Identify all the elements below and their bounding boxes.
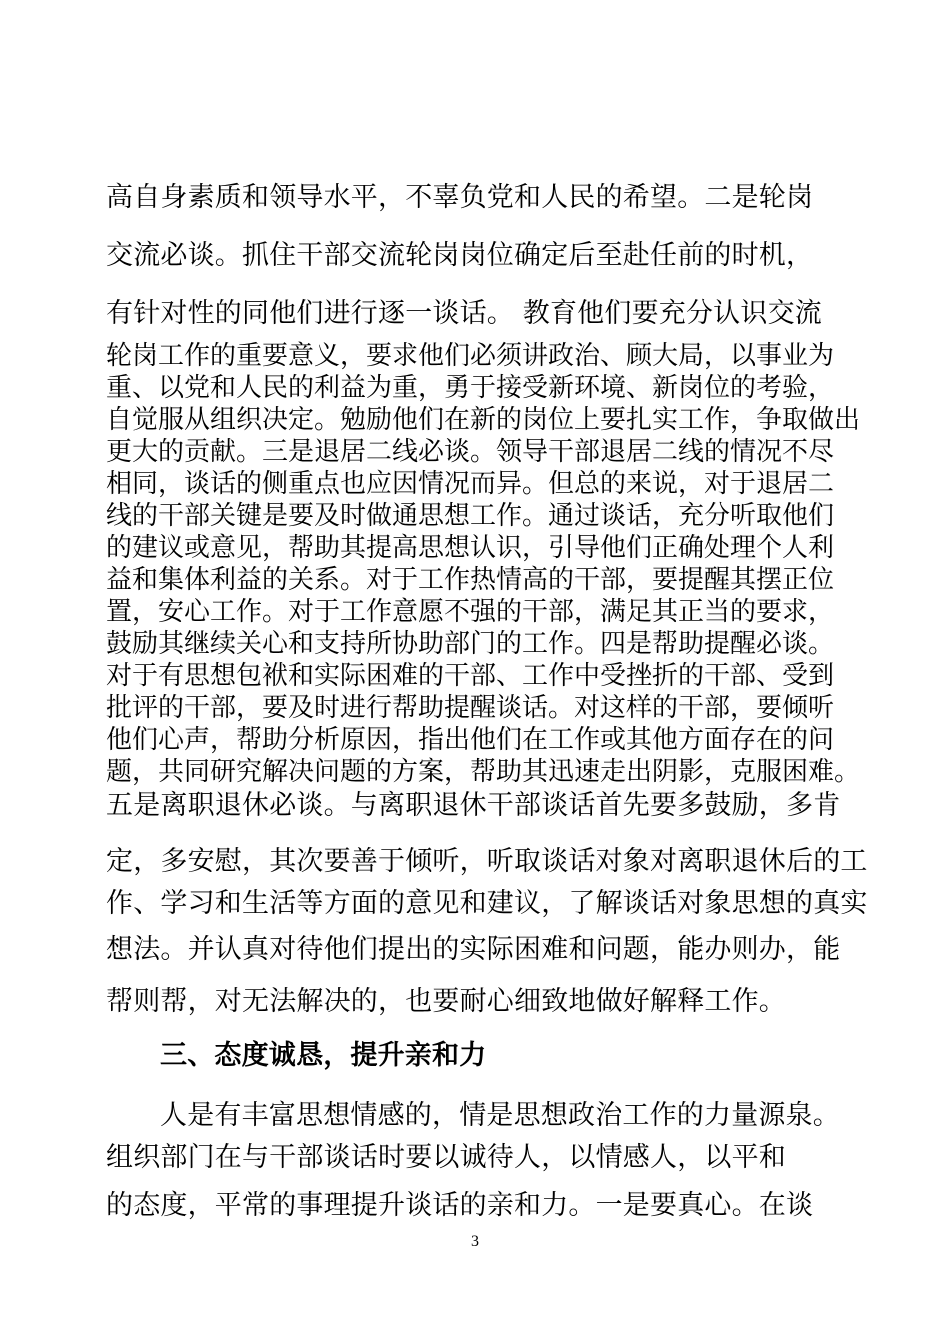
section-heading: 三、态度诚恳，提升亲和力 [160,1040,487,1071]
body-line: 相同，谈话的侧重点也应因情况而异。但总的来说，对于退居二 [106,469,835,499]
body-line: 人是有丰富思想情感的，情是思想政治工作的力量源泉。 [160,1100,840,1131]
body-line: 鼓励其继续关心和支持所协助部门的工作。四是帮助提醒必谈。 [106,629,835,659]
body-line: 交流必谈。抓住干部交流轮岗岗位确定后至赴任前的时机， [106,240,814,271]
body-line: 的态度，平常的事理提升谈话的亲和力。一是要真心。在谈 [106,1190,814,1221]
body-line: 置，安心工作。对于工作意愿不强的干部，满足其正当的要求， [106,597,835,627]
body-line: 批评的干部，要及时进行帮助提醒谈话。对这样的干部，要倾听 [106,693,835,723]
body-line: 自觉服从组织决定。勉励他们在新的岗位上要扎实工作，争取做出 [106,405,861,435]
body-line: 益和集体利益的关系。对于工作热情高的干部，要提醒其摆正位 [106,565,835,595]
body-line: 组织部门在与干部谈话时要以诚待人，以情感人，以平和 [106,1142,786,1173]
body-line: 对于有思想包袱和实际困难的干部、工作中受挫折的干部、受到 [106,661,835,691]
body-line: 有针对性的同他们进行逐一谈话。 教育他们要充分认识交流 [106,298,822,329]
body-line: 想法。并认真对待他们提出的实际困难和问题，能办则办，能 [106,934,841,965]
body-line: 帮则帮，对无法解决的，也要耐心细致地做好解释工作。 [106,986,786,1017]
body-line: 五是离职退休必谈。与离职退休干部谈话首先要多鼓励，多肯 [106,790,841,821]
body-line: 定，多安慰，其次要善于倾听，听取谈话对象对离职退休后的工 [106,846,868,877]
body-line: 题，共同研究解决问题的方案，帮助其迅速走出阴影，克服困难。 [106,757,861,787]
page-number: 3 [471,1233,479,1250]
body-line: 的建议或意见，帮助其提高思想认识，引导他们正确处理个人利 [106,533,835,563]
body-line: 作、学习和生活等方面的意见和建议，了解谈话对象思想的真实 [106,888,868,919]
body-line: 高自身素质和领导水平，不辜负党和人民的希望。二是轮岗 [106,182,814,213]
body-line: 轮岗工作的重要意义，要求他们必须讲政治、顾大局，以事业为 [106,341,835,371]
body-line: 重、以党和人民的利益为重，勇于接受新环境、新岗位的考验， [106,373,835,403]
body-line: 线的干部关键是要及时做通思想工作。通过谈话，充分听取他们 [106,501,835,531]
body-line: 更大的贡献。三是退居二线必谈。领导干部退居二线的情况不尽 [106,437,835,467]
body-line: 他们心声，帮助分析原因，指出他们在工作或其他方面存在的问 [106,725,835,755]
